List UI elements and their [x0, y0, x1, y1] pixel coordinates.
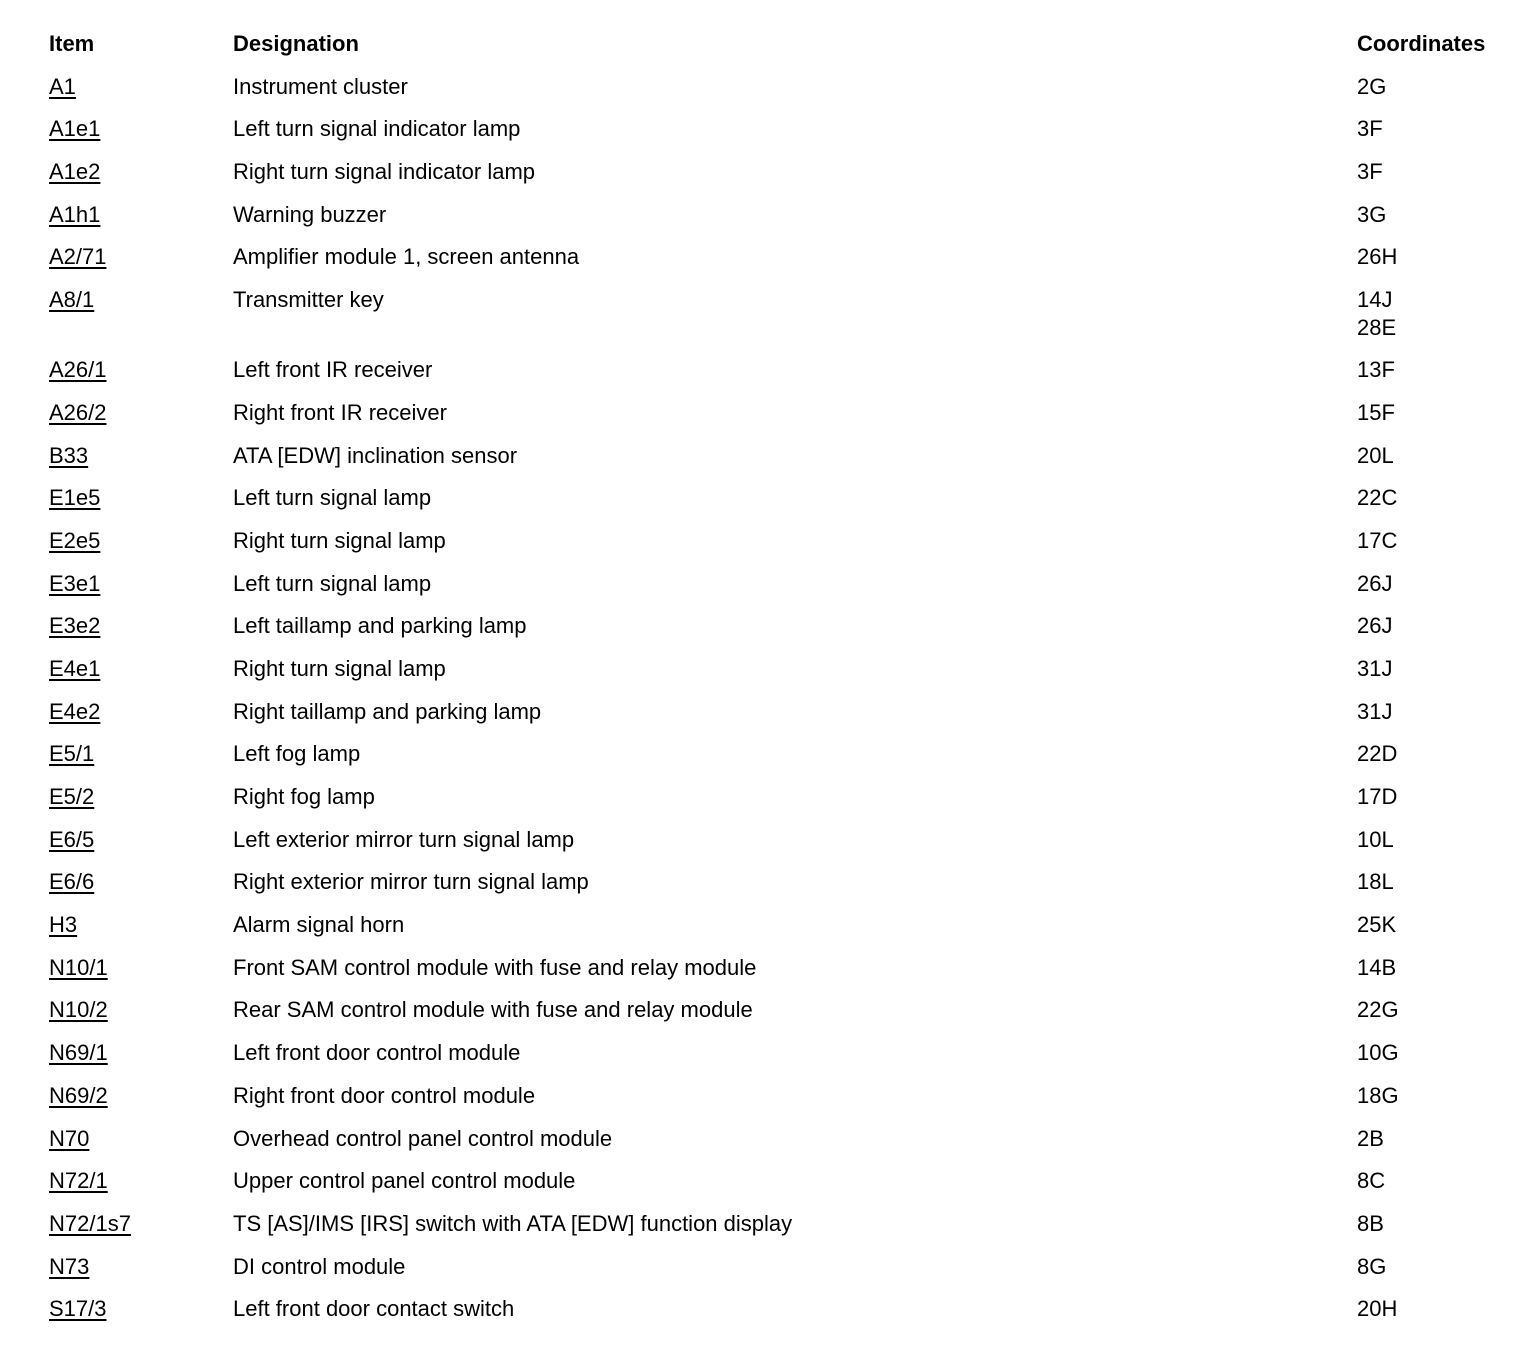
coordinate-value: 2B: [1357, 1125, 1384, 1151]
designation-text: Left front IR receiver: [233, 357, 433, 383]
coordinate-value: 14J: [1357, 287, 1393, 313]
header-designation: Designation: [233, 31, 359, 56]
item-link[interactable]: N72/1: [49, 1168, 108, 1194]
table-row: [49, 698, 1536, 741]
designation-text: Front SAM control module with fuse and relay module: [233, 954, 757, 980]
item-link[interactable]: N69/1: [49, 1040, 108, 1066]
table-row: [49, 911, 1536, 954]
item-link[interactable]: E4e1: [49, 655, 101, 681]
designation-text: TS [AS]/IMS [IRS] switch with ATA [EDW] function display: [233, 1210, 793, 1236]
designation-text: Alarm signal horn: [233, 912, 405, 938]
coordinate-value: 10L: [1357, 826, 1394, 852]
item-link[interactable]: E3e2: [49, 613, 101, 639]
coordinate-value: 28E: [1357, 315, 1397, 341]
coordinate-value: 8C: [1357, 1168, 1386, 1194]
item-link[interactable]: A8/1: [49, 287, 95, 313]
coordinates-cell: [1357, 201, 1386, 229]
designation-text: Instrument cluster: [233, 73, 408, 99]
designation-text: Right turn signal lamp: [233, 655, 446, 681]
table-row: [49, 1210, 1536, 1253]
designation-text: DI control module: [233, 1253, 406, 1279]
table-row: [49, 783, 1536, 826]
coordinates-cell: [1357, 826, 1394, 854]
designation-text: Left turn signal lamp: [233, 485, 432, 511]
coordinates-cell: [1357, 1210, 1384, 1238]
header-item: Item: [49, 31, 95, 56]
coordinate-value: 15F: [1357, 399, 1395, 425]
designation-text: Left turn signal lamp: [233, 570, 432, 596]
coordinates-cell: [1357, 243, 1397, 271]
coordinate-value: 25K: [1357, 912, 1397, 938]
coordinates-cell: [1357, 442, 1394, 470]
item-link[interactable]: A1h1: [49, 201, 101, 227]
coordinate-value: 31J: [1357, 698, 1393, 724]
coordinate-value: 2G: [1357, 73, 1387, 99]
item-link[interactable]: A26/2: [49, 399, 107, 425]
table-row: [49, 570, 1536, 613]
coordinate-value: 26J: [1357, 570, 1393, 596]
coordinate-value: 22G: [1357, 997, 1399, 1023]
designation-text: Warning buzzer: [233, 201, 387, 227]
item-link[interactable]: E5/1: [49, 741, 95, 767]
coordinate-value: 31J: [1357, 655, 1393, 681]
coordinates-cell: [1357, 740, 1397, 768]
item-link[interactable]: E3e1: [49, 570, 101, 596]
table-row: [49, 826, 1536, 869]
item-link[interactable]: A2/71: [49, 244, 107, 270]
designation-text: Right taillamp and parking lamp: [233, 698, 542, 724]
coordinates-cell: [1357, 783, 1397, 811]
coordinate-value: 22D: [1357, 741, 1398, 767]
table-row: [49, 1082, 1536, 1125]
coordinate-value: 3G: [1357, 201, 1387, 227]
table-row: [49, 158, 1536, 201]
item-link[interactable]: N72/1s7: [49, 1210, 131, 1236]
item-link[interactable]: N73: [49, 1253, 90, 1279]
coordinates-cell: [1357, 996, 1399, 1024]
coordinate-value: 13F: [1357, 357, 1395, 383]
designation-text: Left exterior mirror turn signal lamp: [233, 826, 575, 852]
table-row: [49, 612, 1536, 655]
table-row: [49, 1125, 1536, 1168]
table-row: [49, 442, 1536, 485]
item-link[interactable]: S17/3: [49, 1296, 107, 1322]
coordinates-cell: [1357, 1039, 1399, 1067]
designation-text: Right front door control module: [233, 1082, 536, 1108]
item-link[interactable]: A1e2: [49, 159, 101, 185]
coordinates-cell: [1357, 655, 1392, 683]
coordinates-cell: [1357, 868, 1394, 896]
coordinate-value: 18L: [1357, 869, 1394, 895]
coordinates-cell: [1357, 115, 1383, 143]
designation-text: Rear SAM control module with fuse and relay module: [233, 997, 753, 1023]
coordinates-cell: [1357, 570, 1392, 598]
designation-text: Right front IR receiver: [233, 399, 447, 425]
item-link[interactable]: E5/2: [49, 784, 95, 809]
table-row: [49, 1039, 1536, 1082]
coordinate-value: 3F: [1357, 116, 1383, 142]
coordinates-cell: [1357, 1295, 1397, 1323]
table-row: [49, 954, 1536, 997]
coordinate-value: 26J: [1357, 613, 1393, 639]
designation-text: ATA [EDW] inclination sensor: [233, 442, 518, 468]
table-row: [49, 655, 1536, 698]
coordinate-value: 10G: [1357, 1040, 1399, 1066]
item-link[interactable]: H3: [49, 912, 78, 938]
coordinate-value: 17D: [1357, 784, 1398, 809]
coordinates-cell: [1357, 399, 1395, 427]
designation-text: Right fog lamp: [233, 784, 375, 809]
item-link[interactable]: A26/1: [49, 357, 107, 383]
item-link[interactable]: A1e1: [49, 116, 101, 142]
table-body: [49, 73, 1536, 1338]
designation-text: Left fog lamp: [233, 741, 361, 767]
header-coordinates: Coordinates: [1357, 31, 1486, 56]
coordinates-cell: [1357, 612, 1392, 640]
table-row: [49, 201, 1536, 244]
coordinates-cell: [1357, 158, 1383, 186]
coordinates-cell: [1357, 484, 1397, 512]
table-row: [49, 73, 1536, 116]
table-row: [49, 356, 1536, 399]
table-header: [49, 30, 1536, 73]
coordinate-value: 17C: [1357, 527, 1398, 553]
coordinates-cell: [1357, 954, 1396, 982]
designation-text: Amplifier module 1, screen antenna: [233, 244, 580, 270]
designation-text: Left front door contact switch: [233, 1296, 515, 1322]
table-row: [49, 286, 1536, 356]
table-row: [49, 868, 1536, 911]
coordinate-value: 20H: [1357, 1296, 1398, 1322]
item-link[interactable]: N10/1: [49, 954, 108, 980]
table-row: [49, 115, 1536, 158]
designation-text: Upper control panel control module: [233, 1168, 576, 1194]
coordinate-value: 18G: [1357, 1082, 1399, 1108]
table-row: [49, 243, 1536, 286]
coordinates-cell: [1357, 1167, 1385, 1195]
designation-text: Left front door control module: [233, 1040, 521, 1066]
coordinates-cell: [1357, 1125, 1384, 1153]
coordinates-cell: [1357, 527, 1397, 555]
coordinates-cell: [1357, 1082, 1399, 1110]
coordinates-cell: [1357, 356, 1395, 384]
component-table: [49, 30, 1536, 1338]
coordinates-cell: [1357, 1253, 1386, 1281]
table-row: [49, 740, 1536, 783]
coordinate-value: 20L: [1357, 442, 1394, 468]
designation-text: Transmitter key: [233, 287, 384, 313]
designation-text: Left taillamp and parking lamp: [233, 613, 527, 639]
item-link[interactable]: B33: [49, 442, 89, 468]
item-link[interactable]: N10/2: [49, 997, 108, 1023]
item-link[interactable]: E6/5: [49, 826, 95, 852]
coordinates-cell: [1357, 698, 1392, 726]
designation-text: Overhead control panel control module: [233, 1125, 613, 1151]
coordinate-value: 22C: [1357, 485, 1398, 511]
table-row: [49, 996, 1536, 1039]
item-link[interactable]: A1: [49, 73, 76, 99]
item-link[interactable]: E6/6: [49, 869, 95, 895]
table-row: [49, 527, 1536, 570]
table-row: [49, 399, 1536, 442]
coordinate-value: 3F: [1357, 159, 1383, 185]
item-link[interactable]: E4e2: [49, 698, 101, 724]
item-link[interactable]: N69/2: [49, 1082, 108, 1108]
coordinate-value: 8G: [1357, 1253, 1387, 1279]
coordinate-value: 14B: [1357, 954, 1397, 980]
item-link[interactable]: E1e5: [49, 485, 101, 511]
designation-text: Right exterior mirror turn signal lamp: [233, 869, 589, 895]
table-row: [49, 1253, 1536, 1296]
designation-text: Left turn signal indicator lamp: [233, 116, 521, 142]
table-row: [49, 1295, 1536, 1338]
coordinate-value: 8B: [1357, 1210, 1384, 1236]
designation-text: Right turn signal indicator lamp: [233, 159, 536, 185]
designation-text: Right turn signal lamp: [233, 527, 446, 553]
item-link[interactable]: N70: [49, 1125, 90, 1151]
item-link[interactable]: E2e5: [49, 527, 101, 553]
coordinates-cell: [1357, 73, 1386, 101]
coordinates-cell: [1357, 286, 1396, 342]
table-row: [49, 484, 1536, 527]
coordinate-value: 26H: [1357, 244, 1398, 270]
coordinates-cell: [1357, 911, 1396, 939]
table-row: [49, 1167, 1536, 1210]
